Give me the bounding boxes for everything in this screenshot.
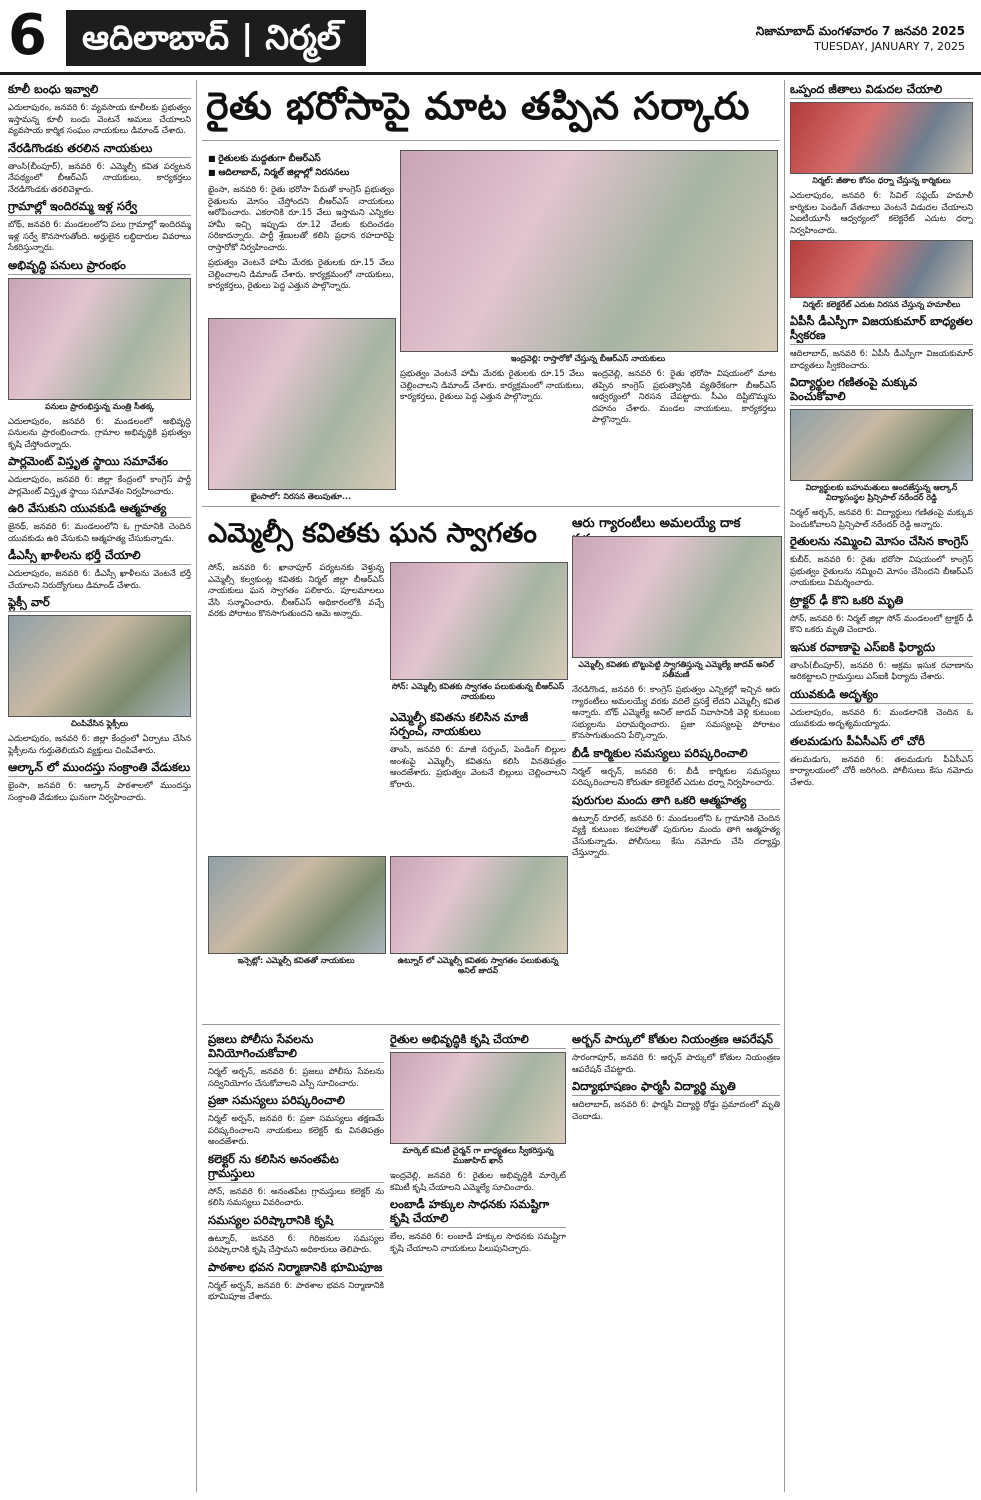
article-body: బేల, జనవరి 6: లంబాడీ హక్కుల సాధనకు సమష్టిగా కృషి చేయాలని నాయకులు పిలుపునిచ్చారు. <box>390 1231 566 1253</box>
article-body: ఆదిలాబాద్, జనవరి 6: ఏపీసీ డీఎస్పీగా విజయకుమార్ బాధ్యతలు స్వీకరించారు. <box>790 348 973 370</box>
photo-caption: నిర్మల్: కలెక్టరేట్ ఎదుట నిరసన చేస్తున్న హమాలీలు <box>802 300 961 309</box>
divider <box>202 506 780 507</box>
photo-caption: చింపివేసిన ఫ్లెక్సీలు <box>70 719 129 728</box>
article-headline: పార్లమెంట్ విస్తృత స్థాయి సమావేశం <box>8 454 191 471</box>
article-headline: ప్రజా సమస్యలు పరిష్కరించాలి <box>208 1093 384 1110</box>
photo-caption: సోన్: ఎమ్మెల్సీ కవితకు స్వాగతం పలుకుతున్న బీఆర్ఎస్ నాయకులు <box>391 682 565 701</box>
article-body: ఇంద్రవెల్లి, జనవరి 6: రైతు భరోసా విషయంలో మాట తప్పిన కాంగ్రెస్ ప్రభుత్వానికి వ్యతిరేకంగా బీఆర్ఎస్ ఆధ్వర్యంలో నిరసన చేపట్టారు. సీఎం దిష్టిబొమ్మను దహనం చేశారు. మండల నాయకులు, కార్యకర్తలు పాల్గొన్నారు. <box>592 368 776 424</box>
kavitha-column-2 <box>390 708 566 848</box>
article-headline: బీడీ కార్మికుల సమస్యలు పరిష్కరించాలి <box>572 746 780 763</box>
article-body: సోన్, జనవరి 6: నిర్మల్ జిల్లా సోన్ మండలంలో ట్రాక్టర్ ఢీ కొని ఒకరు మృతి చెందారు. <box>790 612 973 634</box>
article-headline: విద్యార్థుల గణితంపై మక్కువ పెంచుకోవాలి <box>790 375 973 406</box>
article-body: భైంసా, జనవరి 6: ఆల్కాన్ పాఠశాలలో ముందస్తు సంక్రాంతి వేడుకలు ఘనంగా నిర్వహించారు. <box>8 780 191 802</box>
article-body: నిర్మల్ అర్బన్, జనవరి 6: బీడీ కార్మికుల సమస్యలు పరిష్కరించాలని కోరుతూ కలెక్టరేట్ ఎదుట ధర్నా నిర్వహించారు. <box>572 765 780 787</box>
bullet-item: ■ ఆదిలాబాద్, నిర్మల్ జిల్లాల్లో నిరసనలు <box>208 166 394 180</box>
photo-caption: పనులు ప్రారంభిస్తున్న మంత్రి సీతక్క <box>44 401 155 411</box>
right-column <box>790 80 973 1492</box>
article-body: సోన్, జనవరి 6: అనంతపేట గ్రామస్తులు కలెక్టర్ ను కలిసి సమస్యలు వివరించారు. <box>208 1185 384 1207</box>
article-body: తాంసి(బీంపూర్), జనవరి 6: అక్రమ ఇసుక రవాణాను అరికట్టాలని గ్రామస్తులు ఎస్ఐకి ఫిర్యాదు చేశారు. <box>790 659 973 681</box>
lead-headline: రైతు భరోసాపై మాట తప్పిన సర్కారు <box>206 84 750 128</box>
divider <box>202 140 780 141</box>
article-headline: కలెక్టర్ ను కలిసిన అనంతపేట గ్రామస్తులు <box>208 1152 384 1183</box>
lead-column-3 <box>592 368 776 498</box>
article-headline: నేరడిగొండకు తరలిన నాయకులు <box>8 141 191 158</box>
article-headline: కూలీ బంధు ఇవ్వాలి <box>8 82 191 99</box>
article-body: ఉట్నూర్ రూరల్, జనవరి 6: మండలంలోని ఓ గ్రామానికి చెందిన వ్యక్తి కుటుంబ కలహాలతో పురుగుల మందు తాగి ఆత్మహత్య చేసుకున్నాడు. పోలీసులు కేసు నమోదు చేసి దర్యాప్తు చేస్తున్నారు. <box>572 812 780 857</box>
dateline-telugu: నిజామాబాద్ మంగళవారం 7 జనవరి 2025 <box>755 24 965 38</box>
kavitha-photo-1 <box>390 562 568 680</box>
kavitha-headline: ఎమ్మెల్సీ కవితకు ఘన స్వాగతం <box>208 518 537 549</box>
article-body: ఎదులాపురం, జనవరి 6: జిల్లా కేంద్రంలో ఏర్పాటు చేసిన ఫ్లెక్సీలను గుర్తుతెలియని వ్యక్తులు చింపివేశారు. <box>8 733 191 755</box>
news-photo <box>8 615 191 717</box>
article-headline: డీఎస్సీ ఖాళీలను భర్తీ చేయాలి <box>8 548 191 565</box>
article-body: ప్రభుత్వం వెంటనే హామీ మేరకు రైతులకు రూ.15 వేలు చెల్లించాలని డిమాండ్ చేశారు. కార్యక్రమంలో నాయకులు, కార్యకర్తలు, రైతులు పెద్ద ఎత్తున పాల్గొన్నారు. <box>400 368 584 401</box>
article-headline: ఎమ్మెల్సీ కవితను కలిసిన మాజీ సర్పంచ్, నాయకులు <box>390 710 566 741</box>
article-headline: పాఠశాల భవన నిర్మాణానికి భూమిపూజ <box>208 1260 384 1277</box>
article-body: ఎదులాపురం, జనవరి 6: జిల్లా కేంద్రంలో కాంగ్రెస్ పార్టీ పార్లమెంట్ విస్తృత స్థాయి సమావేశం నిర్వహించారు. <box>8 474 191 496</box>
news-photo <box>8 278 191 400</box>
lead-photo-2 <box>208 318 396 490</box>
article-headline: సమస్యల పరిష్కారానికి కృషి <box>208 1213 384 1230</box>
article-body: ఎదులాపురం, జనవరి 6: డీఎస్సీ ఖాళీలను వెంటనే భర్తీ చేయాలని నిరుద్యోగులు డిమాండ్ చేశారు. <box>8 568 191 590</box>
article-body: నిర్మల్ అర్బన్, జనవరి 6: పాఠశాల భవన నిర్మాణానికి భూమిపూజ చేశారు. <box>208 1279 384 1301</box>
bottom-column-2 <box>390 1030 566 1492</box>
article-headline: తలమడుగు పీఏసీఎస్ లో చోరీ <box>790 734 973 751</box>
article-headline: గ్రామాల్లో ఇందిరమ్మ ఇళ్ల సర్వే <box>8 199 191 216</box>
article-headline: ప్రజలు పోలీసు సేవలను వినియోగించుకోవాలి <box>208 1032 384 1063</box>
article-body: సోన్, జనవరి 6: ఖానాపూర్ పర్యటనకు వెళ్తున్న ఎమ్మెల్సీ కల్వకుంట్ల కవితకు నిర్మల్ జిల్లా బీఆర్ఎస్ నాయకులు ఘన స్వాగతం పలికారు. పూలమాలలు వేసి సన్మానించారు. బీఆర్ఎస్ అధికారంలోకి వచ్చే వరకు పోరాటం కొనసాగుతుందని ఆమె అన్నారు. <box>208 562 384 618</box>
article-body: భైంసా, జనవరి 6: రైతు భరోసా పేరుతో కాంగ్రెస్ ప్రభుత్వం రైతులను మోసం చేస్తోందని బీఆర్ఎస్ నాయకులు ఆరోపించారు. ఎకరానికి రూ.15 వేలు ఇస్తామని ఎన్నికల హామీ ఇచ్చి ఇప్పుడు రూ.12 వేలకు కుదించడం సరికాదన్నారు. పార్టీ శ్రేణులతో కలిసి ప్రధాన రహదారిపై రాస్తారోకో నిర్వహించారు. <box>208 184 394 252</box>
article-headline: ఫ్లెక్సీ వార్ <box>8 595 191 612</box>
divider <box>202 1024 780 1025</box>
guarantees-headline: ఆరు గ్యారంటీలు అమలయ్యే దాక <box>572 516 741 531</box>
column-rule <box>196 80 197 1492</box>
article-body: ఉట్నూర్, జనవరి 6: గిరిజనుల సమస్యల పరిష్కారానికి కృషి చేస్తామని అధికారులు తెలిపారు. <box>208 1232 384 1254</box>
article-body: ఎదులాపురం, జనవరి 6: మండలానికి చెందిన ఓ యువకుడు అదృశ్యమయ్యాడు. <box>790 706 973 728</box>
article-body: నేరడిగొండ, జనవరి 6: కాంగ్రెస్ ప్రభుత్వం ఎన్నికల్లో ఇచ్చిన ఆరు గ్యారంటీలు అమలయ్యే వరకు వదిలే ప్రసక్తే లేదని ఎమ్మెల్సీ కవిత అన్నారు. బోథ్ ఎమ్మెల్యే అనిల్ జాదవ్ నివాసానికి వెళ్లి కుటుంబ సభ్యులను పరామర్శించారు. ప్రజా సమస్యలపై పోరాటం కొనసాగుతుందని పేర్కొన్నారు. <box>572 684 780 740</box>
article-headline: ఉరి వేసుకుని యువకుడి ఆత్మహత్య <box>8 501 191 518</box>
masthead <box>0 0 981 75</box>
article-body: ఇంద్రవెల్లి, జనవరి 6: రైతుల అభివృద్ధికి మార్కెట్ కమిటీ కృషి చేయాలని ఎమ్మెల్యే సూచించారు. <box>390 1170 566 1192</box>
photo-caption: ఇంద్రవెల్లి: రాస్తారోకో చేస్తున్న బీఆర్ఎస్ నాయకులు <box>510 354 666 363</box>
article-body: తాంసి, జనవరి 6: మాజీ సర్పంచ్, పెండింగ్ బిల్లుల అంశంపై ఎమ్మెల్సీ కవితను కలిసి వినతిపత్రం అందజేశారు. ప్రభుత్వం వెంటనే బిల్లులు చెల్లించాలని కోరారు. <box>390 744 566 789</box>
photo-caption: విద్యార్థులకు బహుమతులు అందజేస్తున్న ఆల్కాన్ విద్యాసంస్థల ప్రిన్సిపాల్ నరేందర్ రెడ్డి <box>805 483 958 502</box>
photo-caption: మార్కెట్ కమిటీ చైర్మన్ గా బాధ్యతలు స్వీకరిస్తున్న ముజాహిద్ ఖాన్ <box>402 1146 554 1165</box>
article-body: సారంగాపూర్, జనవరి 6: అర్బన్ పార్కులో కోతుల నియంత్రణ ఆపరేషన్ చేపట్టారు. <box>572 1052 780 1074</box>
article-headline: ఇసుక రవాణాపై ఎస్ఐకి ఫిర్యాదు <box>790 640 973 657</box>
lead-bullets <box>208 152 394 180</box>
news-photo <box>390 1052 566 1144</box>
photo-caption: ఉట్నూర్ లో ఎమ్మెల్సీ కవితకు స్వాగతం పలుకుతున్న అనిల్ జాదవ్ <box>397 956 559 975</box>
kavitha-column-1 <box>208 562 384 862</box>
article-body: కుబీర్, జనవరి 6: రైతు భరోసా విషయంలో కాంగ్రెస్ ప్రభుత్వం రైతులను నమ్మించి మోసం చేసిందని బీఆర్ఎస్ నాయకులు విమర్శించారు. <box>790 554 973 587</box>
article-headline: విద్యాభూషణం ఫార్మసీ విద్యార్థి మృతి <box>572 1079 780 1096</box>
article-headline: ఏపీసీ డీఎస్పీగా విజయకుమార్ బాధ్యతల స్వీకరణ <box>790 314 973 345</box>
article-body: బోథ్, జనవరి 6: మండలంలోని పలు గ్రామాల్లో ఇందిరమ్మ ఇళ్ల సర్వే కొనసాగుతోంది. అర్హులైన లబ్ధిదారుల వివరాలు సేకరిస్తున్నారు. <box>8 219 191 252</box>
lead-photo-1 <box>400 150 778 352</box>
article-body: ఆదిలాబాద్, జనవరి 6: ఫార్మసీ విద్యార్థి రోడ్డు ప్రమాదంలో మృతి చెందాడు. <box>572 1099 780 1121</box>
article-headline: రైతుల అభివృద్ధికి కృషి చేయాలి <box>390 1032 566 1049</box>
article-headline: లంబాడీ హక్కుల సాధనకు సమష్టిగా కృషి చేయాలి <box>390 1197 566 1228</box>
article-headline: ట్రాక్టర్ ఢీ కొని ఒకరి మృతి <box>790 593 973 610</box>
photo-caption: నిర్మల్: జీతాల కోసం ధర్నా చేస్తున్న కార్మికులు <box>812 176 951 185</box>
photo-caption: భైంసాలో: నిరసన తెలుపుతూ... <box>250 492 352 501</box>
bullet-item: ■ రైతులకు మద్దతుగా బీఆర్ఎస్ <box>208 152 394 166</box>
guarantees-photo <box>572 536 782 658</box>
news-photo <box>790 409 973 481</box>
article-body: నిర్మల్ అర్బన్, జనవరి 6: ప్రజలు పోలీసు సేవలను సద్వినియోగం చేసుకోవాలని ఎస్పీ సూచించారు. <box>208 1066 384 1088</box>
bottom-column-3 <box>572 1030 780 1492</box>
lead-column-2 <box>400 368 584 498</box>
article-body: తలమడుగు, జనవరి 6: తలమడుగు పీఏసీఎస్ కార్యాలయంలో చోరీ జరిగింది. పోలీసులు కేసు నమోదు చేశారు. <box>790 753 973 787</box>
article-body: ప్రభుత్వం వెంటనే హామీ మేరకు రైతులకు రూ.15 వేలు చెల్లించాలని డిమాండ్ చేశారు. కార్యక్రమంలో నాయకులు, కార్యకర్తలు, రైతులు పెద్ద ఎత్తున పాల్గొన్నారు. <box>208 257 394 290</box>
article-body: నిర్మల్ అర్బన్, జనవరి 6: ప్రజా సమస్యలు తక్షణమే పరిష్కరించాలని నాయకులు కలెక్టర్ కు వినతిపత్రం అందజేశారు. <box>208 1113 384 1146</box>
article-headline: పురుగుల మందు తాగి ఒకరి ఆత్మహత్య <box>572 793 780 810</box>
article-headline: ఒప్పంద జీతాలు విడుదల చేయాలి <box>790 82 973 99</box>
kavitha-photo-2 <box>208 856 386 954</box>
article-body: తాంసి(బీంపూర్), జనవరి 6: ఎమ్మెల్సీ కవిత పర్యటన నేపథ్యంలో బీఆర్ఎస్ నాయకులు, కార్యకర్తలు నేరడిగొండకు తరలివెళ్లారు. <box>8 160 191 194</box>
article-headline: యువకుడి అదృశ్యం <box>790 687 973 704</box>
article-body: ఎదులాపురం, జనవరి 6: సివిల్ సప్లయ్ హమాలీ కార్మికుల పెండింగ్ వేతనాలు వెంటనే విడుదల చేయాలని ఏఐటీయూసీ ఆధ్వర్యంలో కలెక్టరేట్ ఎదుట ధర్నా నిర్వహించారు. <box>790 190 973 235</box>
article-body: ఎదులాపురం, జనవరి 6: మండలంలో అభివృద్ధి పనులను ప్రారంభించారు. గ్రామాల అభివృద్ధికి ప్రభుత్వం కృషి చేస్తోందన్నారు. <box>8 415 191 449</box>
dateline-english: TUESDAY, JANUARY 7, 2025 <box>814 40 965 53</box>
bottom-column-1 <box>208 1030 384 1492</box>
article-headline: రైతులను నమ్మించి మోసం చేసిన కాంగ్రెస్ <box>790 534 973 551</box>
column-rule <box>784 80 785 1492</box>
news-photo <box>790 240 973 298</box>
photo-caption: ఎమ్మెల్సీ కవితకు బొట్టుపెట్టి స్వాగతిస్తున్న ఎమ్మెల్యే జాదవ్ అనిల్ సతీమణి <box>578 660 774 679</box>
article-body: ఎదులాపురం, జనవరి 6: వ్యవసాయ కూలీలకు ప్రభుత్వం ఇస్తామన్న కూలీ బంధు వెంటనే అమలు చేయాలని వ్యవసాయ కార్మిక సంఘం నాయకులు డిమాండ్ చేశారు. <box>8 102 191 135</box>
kavitha-photo-3 <box>390 856 568 954</box>
article-headline: అర్బన్ పార్కులో కోతుల నియంత్రణ ఆపరేషన్ <box>572 1032 780 1049</box>
left-column <box>8 80 191 1492</box>
article-headline: ఆల్కాన్ లో ముందస్తు సంక్రాంతి వేడుకలు <box>8 760 191 777</box>
page-number: 6 <box>8 8 70 64</box>
section-title: ఆదిలాబాద్ | నిర్మల్ <box>66 10 366 66</box>
guarantees-column <box>572 684 780 1020</box>
article-body: జైనథ్, జనవరి 6: మండలంలోని ఓ గ్రామానికి చెందిన యువకుడు ఉరి వేసుకుని ఆత్మహత్య చేసుకున్నాడు. <box>8 521 191 543</box>
article-headline: అభివృద్ధి పనులు ప్రారంభం <box>8 258 191 275</box>
news-photo <box>790 102 973 174</box>
photo-caption: ఇన్సెట్లో: ఎమ్మెల్సీ కవితతో నాయకులు <box>237 956 355 965</box>
article-body: నిర్మల్ అర్బన్, జనవరి 6: విద్యార్థులు గణితంపై మక్కువ పెంచుకోవాలని ప్రిన్సిపాల్ నరేందర్ రెడ్డి అన్నారు. <box>790 507 973 529</box>
